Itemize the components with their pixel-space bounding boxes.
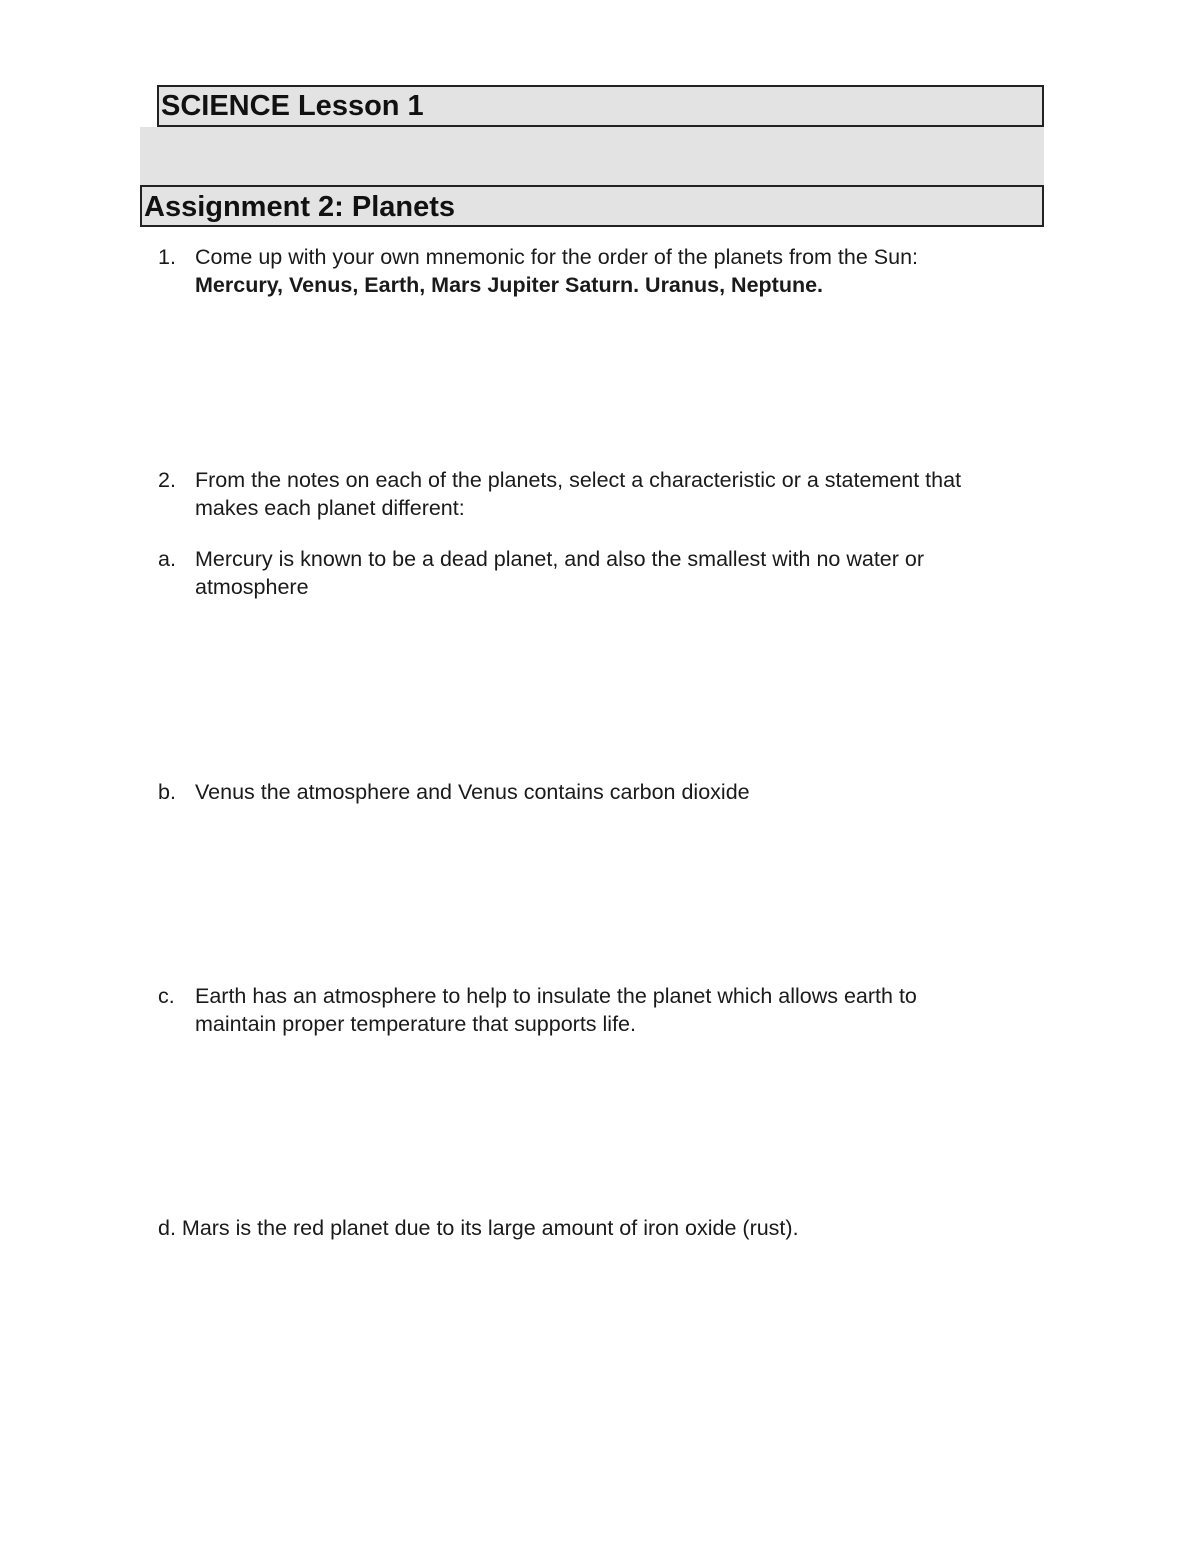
question-2-prompt-line2: makes each planet different: [195,496,465,520]
planet-order-list: Mercury, Venus, Earth, Mars Jupiter Saturn. Uranus, Neptune. [195,273,824,297]
answer-mars: d. Mars is the red planet due to its large amount of iron oxide (rust). [158,1216,799,1240]
answer-b-line1: Venus the atmosphere and Venus contains carbon dioxide [195,780,750,804]
header-gray-band [140,127,1044,185]
question-1-prompt: Come up with your own mnemonic for the order of the planets from the Sun: [195,245,919,269]
answer-c-line2: maintain proper temperature that supports life. [195,1012,636,1036]
lesson-title: SCIENCE Lesson 1 [157,85,1044,127]
answer-a-line1: Mercury is known to be a dead planet, and also the smallest with no water or [195,547,924,571]
question-2-prompt-line1: From the notes on each of the planets, select a characteristic or a statement that [195,468,962,492]
answer-c-line1: Earth has an atmosphere to help to insulate the planet which allows earth to [195,984,917,1008]
answer-a-line2: atmosphere [195,575,309,599]
assignment-title: Assignment 2: Planets [140,185,1044,227]
answer-b-marker: b. [158,780,176,804]
answer-a-marker: a. [158,547,176,571]
question-1-number: 1. [158,245,176,269]
question-2-number: 2. [158,468,176,492]
answer-c-marker: c. [158,984,175,1008]
